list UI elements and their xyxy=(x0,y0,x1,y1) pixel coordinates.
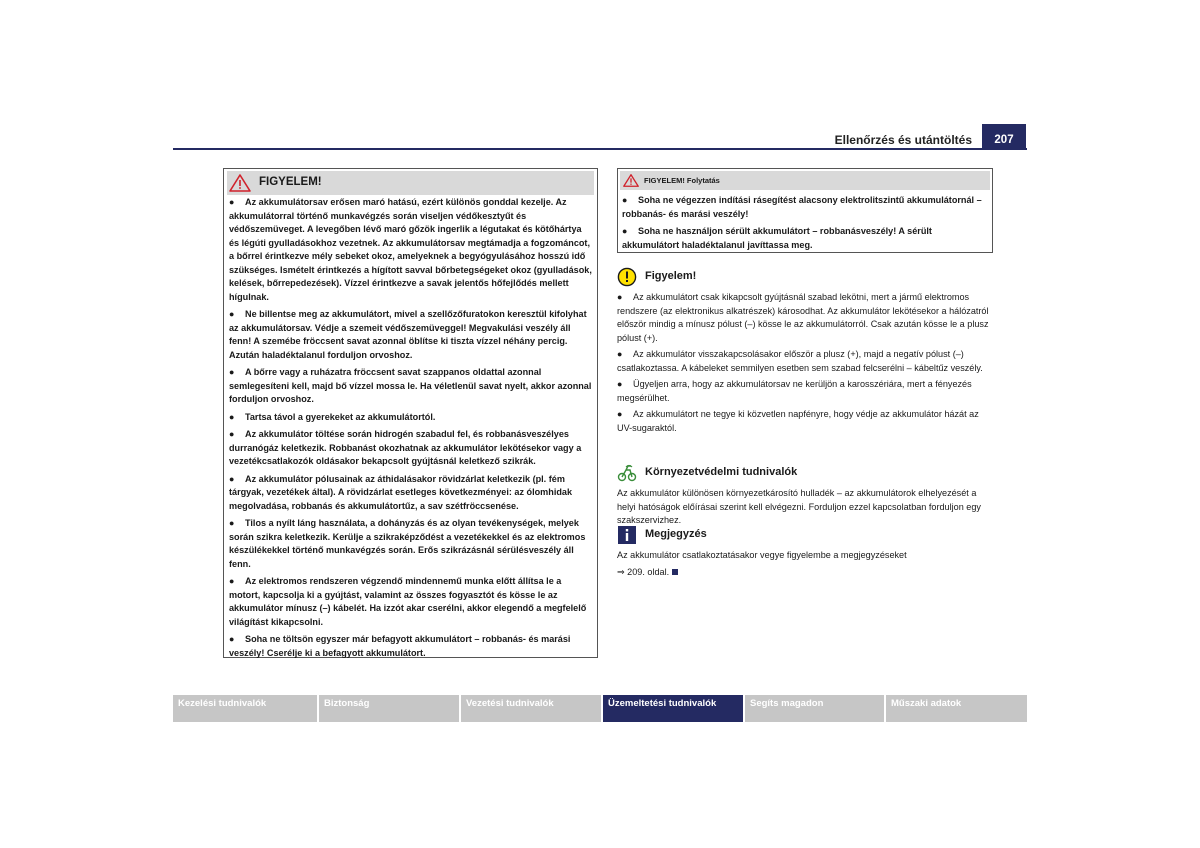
chapter-nav xyxy=(173,695,1027,722)
environment-title: Környezetvédelmi tudnivalók xyxy=(645,466,798,479)
warning-item: ● Az akkumulátorsav erősen maró hatású, ezért különös gonddal kezelje. Az akkumulátorral történő munkavégzés során viseljen védőkesztyűt és védőszemüveget. A levegőben lévő maró gőzök ingerlik a légutakat és kötőhártya és légúti gyulladásokhoz vezetnek. Az akkumulátorsav megtámadja a fogzománcot, a bőrrel érintkezve mély sebeket okoz, amelyeknek a begyógyulásához hosszú idő szükséges. Ismételt érintkezés a hígított savval bőrbetegségeket okoz (gyulladások, kelések, bőrrepedezések). Vízzel érintkezve a savak jelentős hőfejlődés mellett hígulnak. xyxy=(229,197,592,302)
bullet-icon: ● xyxy=(617,349,623,359)
bullet-icon: ● xyxy=(617,292,623,302)
warning-item: ● Soha ne töltsön egyszer már befagyott akkumulátort – robbanás- és marási veszély! Cserélje ki a befagyott akkumulátort. xyxy=(229,634,571,658)
bullet-icon: ● xyxy=(229,309,235,319)
nav-tab-muszaki-adatok[interactable]: Műszaki adatok xyxy=(886,695,1027,722)
caution-item: ● Ügyeljen arra, hogy az akkumulátorsav ne kerüljön a karosszériára, mert a fényezés megsérülhet. xyxy=(617,379,972,403)
caution-exclamation-icon xyxy=(617,267,637,287)
warning-continued-box xyxy=(617,168,993,253)
warning-item: ● Soha ne használjon sérült akkumulátort – robbanásveszély! A sérült akkumulátort haladéktalanul javíttassa meg. xyxy=(622,226,932,250)
warning-item: ● Az elektromos rendszeren végzendő mindennemű munka előtt állítsa le a motort, kapcsolja ki a gyújtást, valamint az összes fogyasztót és kösse le az akkumulátor mínusz (–) kábelét. Ha izzót akar cserélni, akkor elegendő a megfelelő világítást kikapcsolni. xyxy=(229,576,587,627)
warning-item: ● Soha ne végezzen indítási rásegítést alacsony elektrolitszintű akkumulátornál – robbanás- és marási veszély! xyxy=(622,195,982,219)
bullet-icon: ● xyxy=(229,367,235,377)
bullet-icon: ● xyxy=(229,197,235,207)
nav-tab-kezelesi[interactable]: Kezelési tudnivalók xyxy=(173,695,317,722)
environment-text: Az akkumulátor különösen környezetkárosító hulladék – az akkumulátorok elhelyezését a helyi hatóságok előírásai szerint kell elvégezni. Forduljon ezzel kapcsolatban forduljon egy szakszervizhez. xyxy=(617,488,981,525)
caution-title: Figyelem! xyxy=(645,270,697,283)
end-square-icon xyxy=(672,569,678,575)
warning-continued-body xyxy=(618,190,992,252)
bullet-icon: ● xyxy=(229,473,235,484)
bullet-icon: ● xyxy=(622,226,628,236)
warning-item: ● Tilos a nyílt láng használata, a dohányzás és az olyan tevékenységek, melyek során szikra keletkezik. Kerülje a szikraképződést a vezetékekkel és az elektromos készülékekkel történő munkavégzés során. Erős szikrázásnál sérülésveszély áll fenn. xyxy=(229,518,586,569)
bullet-icon: ● xyxy=(229,576,235,586)
environment-section xyxy=(617,463,995,531)
nav-tab-segits-magadon[interactable]: Segíts magadon xyxy=(745,695,884,722)
page-reference-link[interactable]: ⇒ 209. oldal. xyxy=(617,566,670,577)
bullet-icon: ● xyxy=(617,409,623,419)
bullet-icon: ● xyxy=(229,518,235,528)
bullet-icon: ● xyxy=(617,379,623,389)
info-icon xyxy=(617,525,637,545)
note-title: Megjegyzés xyxy=(645,528,707,541)
warning-continued-header xyxy=(620,171,990,190)
warning-box-body xyxy=(224,195,597,660)
bullet-icon: ● xyxy=(622,195,628,205)
nav-tab-biztonsag[interactable]: Biztonság xyxy=(319,695,459,722)
nav-tab-vezetesi[interactable]: Vezetési tudnivalók xyxy=(461,695,601,722)
bullet-icon: ● xyxy=(229,634,235,644)
caution-item: ● Az akkumulátort ne tegye ki közvetlen napfényre, hogy védje az akkumulátor házát az UV-sugaraktól. xyxy=(617,409,979,433)
warning-item: ● Az akkumulátor töltése során hidrogén szabadul fel, és robbanásveszélyes durranógáz keletkezik. Robbanást okozhatnak az akkumulátor lekötésekor vagy a vezetékcsatlakozók oldásakor bekapcsolt gyújtásnál keletkező szikrák. xyxy=(229,429,582,466)
environment-heading xyxy=(617,463,995,483)
header-rule xyxy=(173,148,1027,150)
environment-recycle-icon xyxy=(617,463,637,483)
warning-box-header xyxy=(227,171,594,195)
warning-item: ● Ne billentse meg az akkumulátort, mivel a szellőzőfuratokon keresztül kifolyhat az akkumulátorsav. Védje a szemeit védőszemüveggel! Megvakulási veszély áll fenn! A szemébe fröccsent savat azonnal öblítse ki tiszta vízzel néhány percig. Azután haladéktalanul forduljon orvoshoz. xyxy=(229,309,587,360)
bullet-icon: ● xyxy=(229,429,235,439)
caution-heading xyxy=(617,267,995,287)
page-header-title: Ellenőrzés és utántöltés xyxy=(834,133,972,147)
note-heading xyxy=(617,525,995,545)
warning-item: ● Tartsa távol a gyerekeket az akkumulátortól. xyxy=(229,411,593,425)
warning-box-title: FIGYELEM! xyxy=(259,176,322,189)
bullet-icon: ● xyxy=(229,411,235,422)
caution-item: ● Az akkumulátort csak kikapcsolt gyújtásnál szabad lekötni, mert a jármű elektromos rendszere (az elektronikus alkatrészek) károsodhat. Az akkumulátor lekötésekor a hálózatról először mindig a mínusz pólust (–) kösse le az akkumulátorról. Csak azután kösse le a plusz pólust (+). xyxy=(617,292,989,343)
warning-item: ● Az akkumulátor pólusainak az áthidalásakor rövidzárlat keletkezik (pl. fém tárgyak, vezetékek által). A rövidzárlat esetleges következményei: az ólomhidak megolvadása, robbanás és akkumulátortűz, a sav szétfröccsenése. xyxy=(229,473,573,511)
warning-continued-title: FIGYELEM! Folytatás xyxy=(644,175,720,185)
caution-section xyxy=(617,267,995,438)
warning-triangle-icon xyxy=(623,174,639,187)
warning-triangle-icon xyxy=(229,174,251,192)
note-text: Az akkumulátor csatlakoztatásakor vegye figyelembe a megjegyzéseket xyxy=(617,550,907,560)
nav-tab-uzemeltetesi[interactable]: Üzemeltetési tudnivalók xyxy=(603,695,743,722)
warning-box xyxy=(223,168,598,658)
note-reference xyxy=(617,566,995,580)
page-number: 207 xyxy=(982,124,1026,149)
caution-item: ● Az akkumulátor visszakapcsolásakor először a plusz (+), majd a negatív pólust (–) csatlakoztassa. A kábeleket semmilyen esetben sem szabad felcserélni – kábeltűz veszély. xyxy=(617,349,983,373)
note-section xyxy=(617,525,995,582)
warning-item: ● A bőrre vagy a ruházatra fröccsent savat szappanos oldattal azonnal semlegesíteni kell, majd bő vízzel mossa le. Ha véletlenül savat nyelt, akkor azonnal forduljon orvoshoz. xyxy=(229,367,592,404)
